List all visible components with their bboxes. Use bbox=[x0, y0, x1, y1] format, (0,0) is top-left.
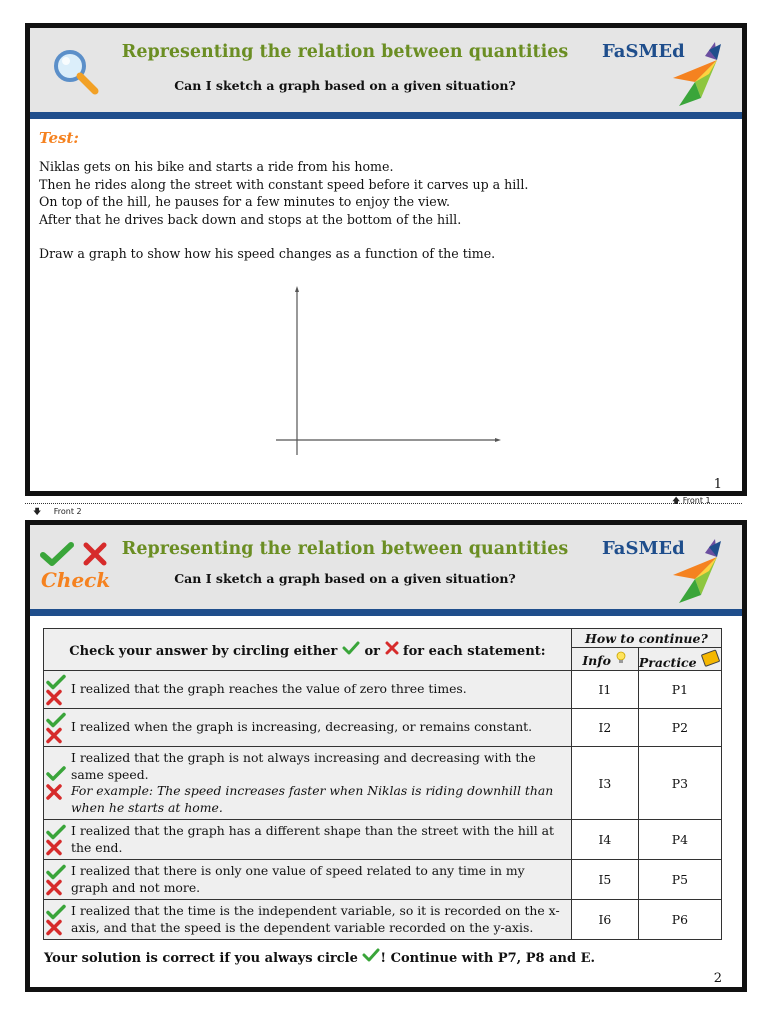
statement-text: I realized when the graph is increasing, decreasing, or remains constant. bbox=[71, 719, 533, 735]
header-bar bbox=[30, 112, 742, 119]
check-cross-marks bbox=[46, 824, 68, 855]
table-row bbox=[44, 671, 722, 709]
checkmark-icon[interactable] bbox=[46, 904, 66, 919]
info-code: I5 bbox=[571, 860, 638, 900]
statement-cell bbox=[44, 900, 572, 940]
table-row bbox=[44, 860, 722, 900]
front1-header bbox=[30, 28, 742, 112]
arrow-down-icon: 🡇 bbox=[33, 507, 42, 516]
check-word: Check bbox=[41, 568, 111, 592]
front2-fold-label: 🡇 Front 2 bbox=[33, 507, 82, 516]
arrow-up-icon: 🡅 bbox=[672, 496, 681, 505]
page-subtitle: Can I sketch a graph based on a given situation? bbox=[174, 571, 516, 586]
info-code: I4 bbox=[571, 820, 638, 860]
practice-code: P4 bbox=[638, 820, 721, 860]
statement-text: I realized that the graph reaches the value of zero three times. bbox=[71, 681, 467, 697]
check-cross-marks bbox=[46, 766, 68, 800]
test-label: Test: bbox=[39, 129, 79, 147]
story-line: Then he rides along the street with constant speed before it carves up a hill. bbox=[39, 176, 529, 192]
fasmed-logo-icon bbox=[665, 38, 725, 110]
page-title: Representing the relation between quantities bbox=[121, 42, 569, 62]
statement-text: I realized that the time is the independent variable, so it is recorded on the x-axis, and that the speed is the dependent variable recorded on the y-axis. bbox=[71, 903, 560, 935]
checkmark-icon[interactable] bbox=[46, 824, 66, 839]
book-icon bbox=[701, 649, 721, 667]
fasmed-logo-icon bbox=[665, 535, 725, 607]
checkmark-icon bbox=[342, 641, 360, 655]
page-title: Representing the relation between quantities bbox=[121, 539, 569, 559]
front2-header bbox=[30, 525, 742, 609]
page-number: 1 bbox=[713, 477, 722, 492]
cross-icon[interactable] bbox=[46, 727, 62, 743]
table-row bbox=[44, 820, 722, 860]
checkmark-icon[interactable] bbox=[46, 766, 66, 781]
page-number: 2 bbox=[713, 971, 722, 986]
check-cross-marks bbox=[46, 712, 68, 743]
table-row bbox=[44, 709, 722, 747]
table-lead: Check your answer by circling either or for each statement: bbox=[44, 629, 572, 671]
brand-name: FaSMEd bbox=[602, 538, 685, 559]
x-axis-arrow bbox=[495, 438, 501, 442]
table-row bbox=[44, 900, 722, 940]
story-text bbox=[39, 158, 729, 263]
story-line: Niklas gets on his bike and starts a ride from his home. bbox=[39, 159, 394, 174]
checklist-table bbox=[43, 628, 722, 940]
info-code: I3 bbox=[571, 747, 638, 820]
story-line: On top of the hill, he pauses for a few minutes to enjoy the view. bbox=[39, 194, 451, 209]
task-text: Draw a graph to show how his speed changes as a function of the time. bbox=[39, 246, 496, 261]
cross-icon[interactable] bbox=[46, 839, 62, 855]
cross-icon bbox=[83, 542, 107, 566]
info-code: I2 bbox=[571, 709, 638, 747]
statement-cell bbox=[44, 709, 572, 747]
brand-name: FaSMEd bbox=[602, 41, 685, 62]
info-code: I6 bbox=[571, 900, 638, 940]
checkmark-icon bbox=[40, 541, 74, 567]
lightbulb-icon bbox=[615, 651, 627, 665]
statement-cell bbox=[44, 820, 572, 860]
checkmark-icon bbox=[362, 948, 380, 962]
practice-code: P5 bbox=[638, 860, 721, 900]
check-cross-marks bbox=[46, 674, 68, 705]
cross-icon[interactable] bbox=[46, 689, 62, 705]
header-bar bbox=[30, 609, 742, 616]
check-cross-marks bbox=[46, 904, 68, 935]
how-to-continue-header: How to continue? bbox=[571, 629, 721, 648]
statement-cell bbox=[44, 671, 572, 709]
blank-axes bbox=[270, 283, 510, 458]
statement-text: I realized that the graph has a different shape than the street with the hill at the end. bbox=[71, 823, 555, 855]
front1-card bbox=[25, 23, 747, 496]
cross-icon[interactable] bbox=[46, 784, 62, 800]
info-header: Info bbox=[571, 648, 638, 671]
statement-text: I realized that the graph is not always increasing and decreasing with the same speed. bbox=[71, 750, 536, 782]
cross-icon bbox=[385, 641, 399, 655]
practice-header: Practice bbox=[638, 648, 721, 671]
practice-code: P6 bbox=[638, 900, 721, 940]
page-subtitle: Can I sketch a graph based on a given situation? bbox=[174, 78, 516, 93]
table-row bbox=[44, 747, 722, 820]
info-code: I1 bbox=[571, 671, 638, 709]
statement-text: I realized that there is only one value of speed related to any time in my graph and not more. bbox=[71, 863, 525, 895]
story-line: After that he drives back down and stops at the bottom of the hill. bbox=[39, 211, 462, 227]
front1-fold-label: 🡅 Front 1 bbox=[672, 496, 711, 505]
statement-example: For example: The speed increases faster when Niklas is riding downhill than when he starts at home. bbox=[71, 783, 554, 815]
practice-code: P1 bbox=[638, 671, 721, 709]
front2-card bbox=[25, 520, 747, 992]
check-cross-marks bbox=[46, 864, 68, 895]
cross-icon[interactable] bbox=[46, 919, 62, 935]
final-instruction: Your solution is correct if you always circle ! Continue with P7, P8 and E. bbox=[44, 948, 595, 966]
statement-cell bbox=[44, 747, 572, 820]
checkmark-icon[interactable] bbox=[46, 864, 66, 879]
practice-code: P2 bbox=[638, 709, 721, 747]
practice-code: P3 bbox=[638, 747, 721, 820]
y-axis-arrow bbox=[295, 286, 299, 292]
statement-cell bbox=[44, 860, 572, 900]
fold-line bbox=[25, 503, 742, 504]
checkmark-icon[interactable] bbox=[46, 712, 66, 727]
checkmark-icon[interactable] bbox=[46, 674, 66, 689]
magnifier-icon bbox=[52, 48, 100, 96]
cross-icon[interactable] bbox=[46, 879, 62, 895]
